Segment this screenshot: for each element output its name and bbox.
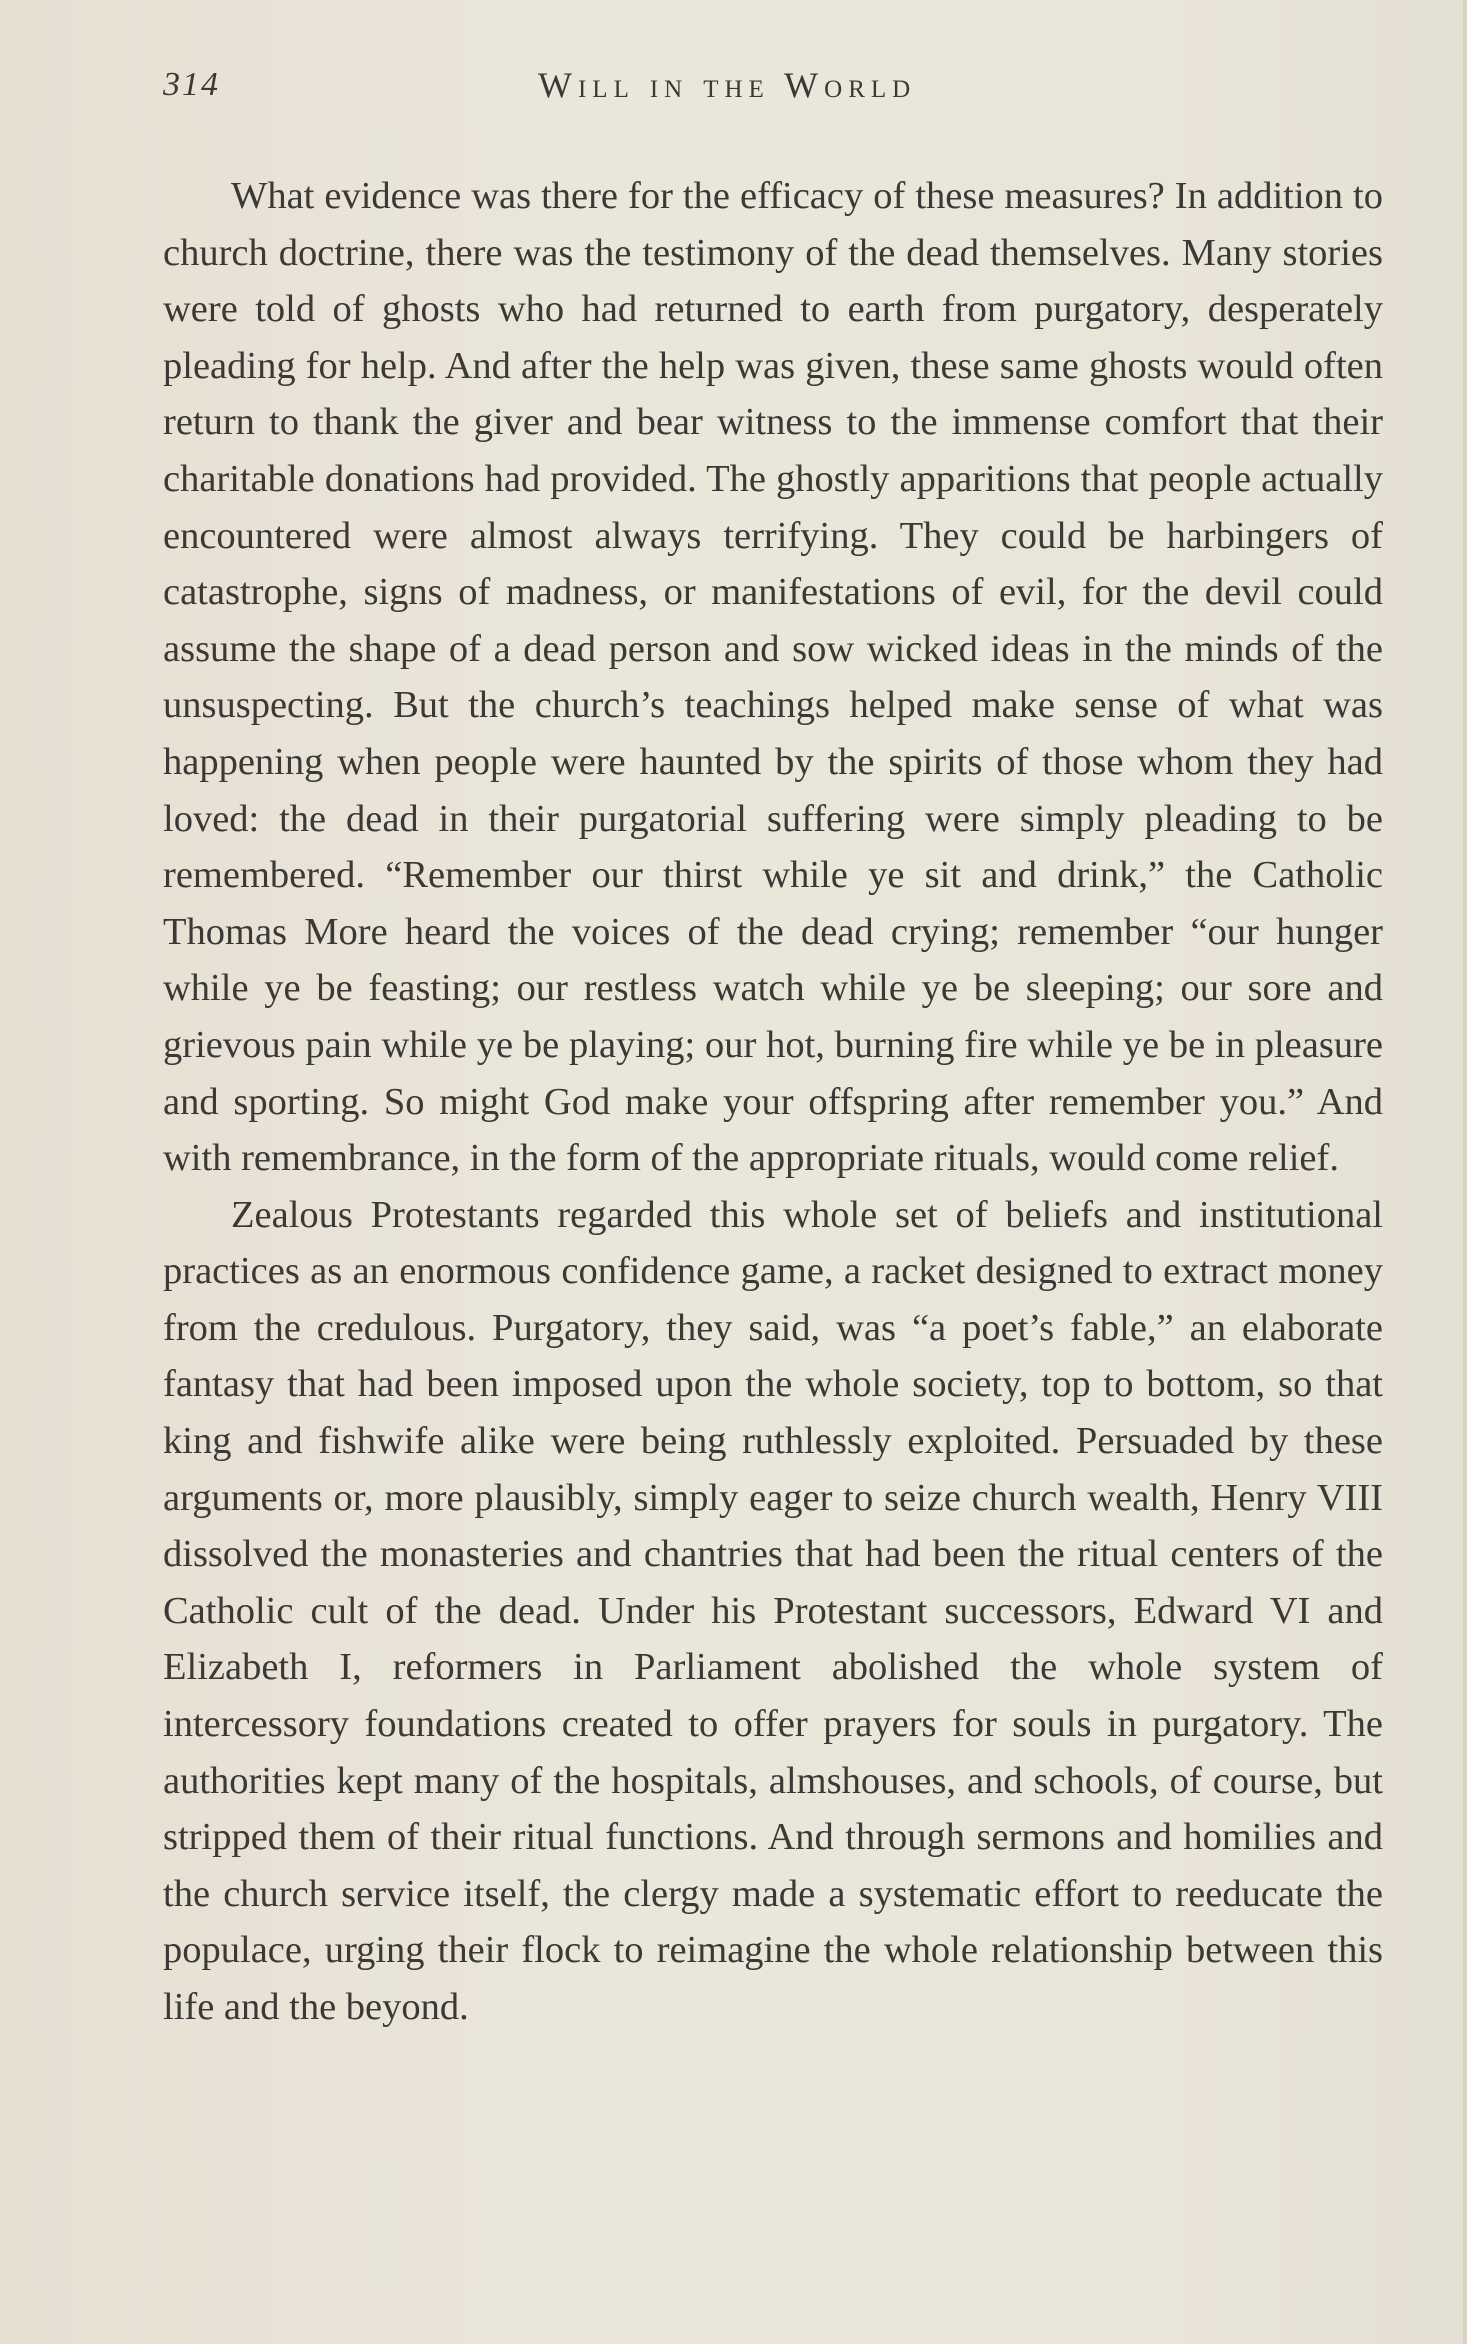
body-text (163, 168, 1383, 2036)
page-edge (1463, 0, 1467, 2344)
paragraph-2: Zealous Protestants regarded this whole set of beliefs and institutional practices as an enormous confidence game, a racket designed to extract money from the credulous. Purgatory, they said, was “a poet’s fable,” an elaborate fantasy that had been imposed upon the whole society, top to bottom, so that king and fishwife alike were being ruthlessly exploited. Persuaded by these arguments or, more plausibly, simply eager to seize church wealth, Henry VIII dissolved the monasteries and chantries that had been the ritual centers of the Catholic cult of the dead. Under his Protestant successors, Edward VI and Elizabeth I, reformers in Parliament abolished the whole system of intercessory foundations created to offer prayers for souls in purgatory. The authorities kept many of the hospitals, almshouses, and schools, of course, but stripped them of their ritual functions. And through sermons and homilies and the church service itself, the clergy made a systematic effort to reeducate the populace, urging their flock to reimagine the whole relationship between this life and the beyond. (163, 1193, 1383, 2028)
running-head: Will in the World (538, 65, 917, 105)
paragraph-1: What evidence was there for the efficacy of these measures? In addition to church doctrine, there was the testimony of the dead themselves. Many stories were told of ghosts who had returned to earth from purgatory, desperately pleading for help. And after the help was given, these same ghosts would often return to thank the giver and bear witness to the immense comfort that their charitable donations had provided. The ghostly apparitions that people actually encountered were almost always terrifying. They could be harbingers of catastrophe, signs of madness, or manifestations of evil, for the devil could assume the shape of a dead person and sow wicked ideas in the minds of the unsuspecting. But the church’s teachings helped make sense of what was happening when people were haunted by the spirits of those whom they had loved: the dead in their purgatorial suffering were simply pleading to be remembered. “Remember our thirst while ye sit and drink,” the Catholic Thomas More heard the voices of the dead crying; remember “our hunger while ye be feasting; our restless watch while ye be sleeping; our sore and grievous pain while ye be playing; our hot, burning fire while ye be in pleasure and sporting. So might God make your offspring after remember you.” And with remembrance, in the form of the appropriate rituals, would come relief. (163, 175, 1383, 1180)
page-number: 314 (163, 66, 220, 103)
